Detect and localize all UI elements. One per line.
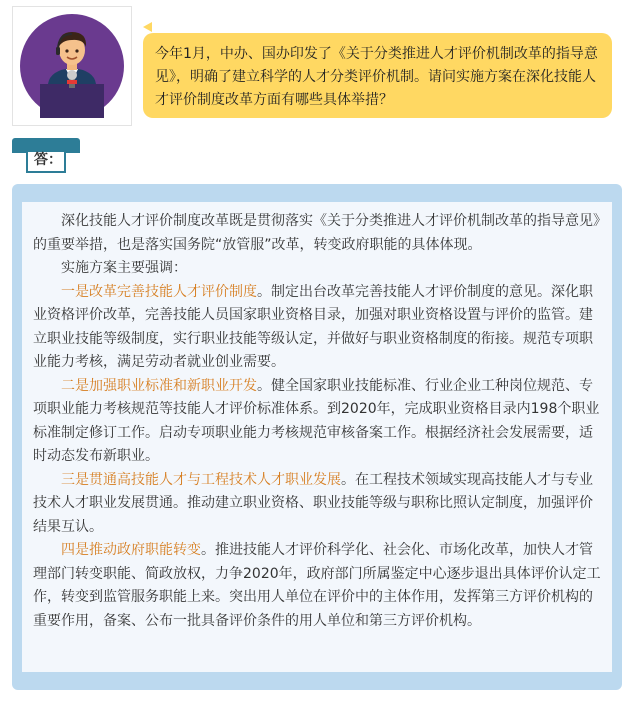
answer-point (33, 539, 604, 633)
answer-point-body: 。在工程技术领域实现高技能人才与专业技术人才职业发展贯通。推动建立职业资格、职业技能等级与职称比照认定制度，加强评价结果互认。 (33, 471, 593, 535)
answer-point-heading: 四是推动政府职能转变 (61, 542, 201, 558)
news-anchor-avatar-icon (20, 14, 124, 118)
answer-point (33, 469, 604, 540)
answer-tab-bar (12, 138, 80, 153)
answer-point (33, 281, 604, 375)
answer-lead: 实施方案主要强调： (61, 260, 187, 276)
answer-point-body: 。健全国家职业技能标准、行业企业工种岗位规范、专项职业能力考核规范等技能人才评价标准体系。到2020年，完成职业资格目录内198个职业标准制定修订工作。启动专项职业能力考核规范审核备案工作。根据经济社会发展需要，适时动态发布新职业。 (33, 377, 600, 464)
answer-point (33, 375, 604, 469)
answer-point-heading: 二是加强职业标准和新职业开发 (61, 377, 257, 394)
answer-point-heading: 三是贯通高技能人才与工程技术人才职业发展 (61, 471, 341, 488)
question-bubble (143, 33, 612, 118)
question-text: 今年1月，中办、国办印发了《关于分类推进人才评价机制改革的指导意见》，明确了建立科学的人才分类评价机制。请问实施方案在深化技能人才评价制度改革方面有哪些具体举措？ (155, 46, 598, 108)
answer-intro: 深化技能人才评价制度改革既是贯彻落实《关于分类推进人才评价机制改革的指导意见》的重要举措，也是落实国务院“放管服”改革，转变政府职能的具体体现。 (33, 213, 600, 253)
answer-label: 答： (26, 152, 66, 173)
question-bubble-tail (143, 22, 152, 32)
answer-content (22, 202, 612, 672)
avatar (12, 6, 132, 126)
answer-point-body: 。制定出台改革完善技能人才评价制度的意见。深化职业资格评价改革，完善技能人员国家职业资格目录，加强对职业资格设置与评价的监管。建立职业技能等级制度，实行职业技能等级认定，并做好与职业资格制度的衔接。规范专项职业能力考核，满足劳动者就业创业需要。 (33, 283, 593, 370)
answer-point-body: 。推进技能人才评价科学化、社会化、市场化改革，加快人才管理部门转变职能、简政放权，力争2020年，政府部门所属鉴定中心逐步退出具体评价认定工作，转变到监管服务职能上来。突出用人单位在评价中的主体作用，发挥第三方评价机构的重要作用，备案、公布一批具备评价条件的用人单位和第三方评价机构。 (33, 542, 601, 629)
answer-point-heading: 一是改革完善技能人才评价制度 (61, 283, 257, 300)
answer-panel (12, 184, 622, 690)
